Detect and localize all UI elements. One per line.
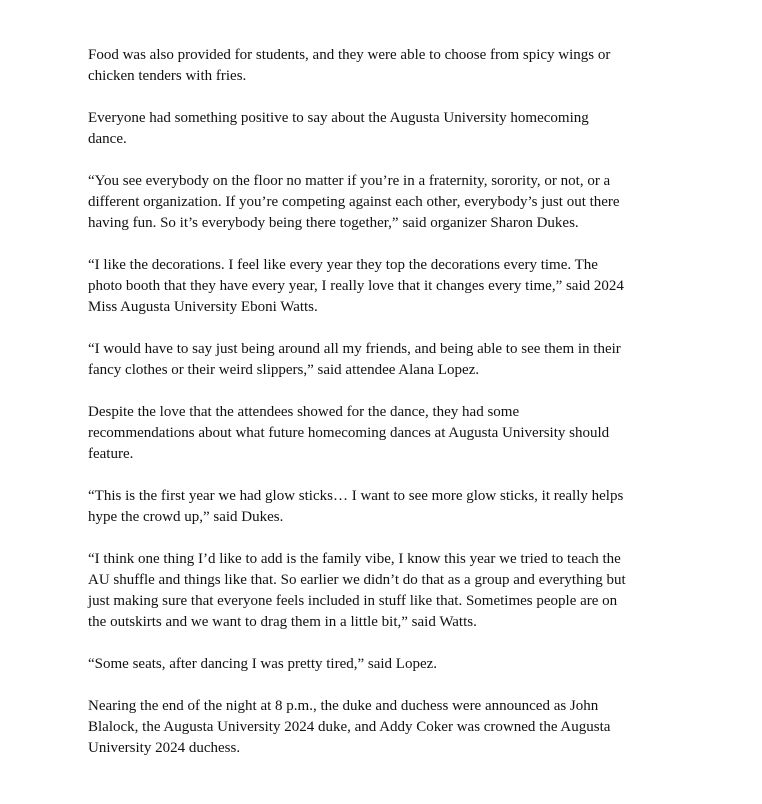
paragraph-line: Everyone had something positive to say about the Augusta University homecoming: [88, 110, 589, 126]
paragraph-line: feature.: [88, 446, 134, 462]
paragraph-line: AU shuffle and things like that. So earlier we didn’t do that as a group and everything but: [88, 572, 626, 588]
paragraph-line: the outskirts and we want to drag them in a little bit,” said Watts.: [88, 614, 477, 630]
paragraph-line: dance.: [88, 131, 127, 147]
article-paragraph: [88, 654, 728, 675]
paragraph-line: fancy clothes or their weird slippers,” said attendee Alana Lopez.: [88, 362, 480, 378]
paragraph-line: having fun. So it’s everybody being there together,” said organizer Sharon Dukes.: [88, 215, 579, 231]
paragraph-line: Blalock, the Augusta University 2024 duke, and Addy Coker was crowned the Augusta: [88, 719, 611, 735]
article-paragraph: [88, 108, 728, 150]
paragraph-line: different organization. If you’re competing against each other, everybody’s just out there: [88, 194, 620, 210]
paragraph-line: recommendations about what future homecoming dances at Augusta University should: [88, 425, 610, 441]
paragraph-line: photo booth that they have every year, I really love that it changes every time,” said 2024: [88, 278, 624, 294]
paragraph-line: hype the crowd up,” said Dukes.: [88, 509, 284, 525]
paragraph-line: “This is the first year we had glow sticks… I want to see more glow sticks, it really helps: [88, 488, 624, 504]
article-paragraph: [88, 45, 728, 87]
paragraph-line: Food was also provided for students, and they were able to choose from spicy wings or: [88, 47, 611, 63]
paragraph-line: “I like the decorations. I feel like every year they top the decorations every time. The: [88, 257, 598, 273]
paragraph-line: “I would have to say just being around all my friends, and being able to see them in their: [88, 341, 621, 357]
paragraph-line: “I think one thing I’d like to add is the family vibe, I know this year we tried to teach the: [88, 551, 621, 567]
paragraph-line: Miss Augusta University Eboni Watts.: [88, 299, 318, 315]
article-paragraph: [88, 339, 728, 381]
paragraph-line: Despite the love that the attendees showed for the dance, they had some: [88, 404, 520, 420]
article-paragraph: [88, 402, 728, 465]
paragraph-line: “Some seats, after dancing I was pretty tired,” said Lopez.: [88, 656, 438, 672]
paragraph-line: Nearing the end of the night at 8 p.m., the duke and duchess were announced as John: [88, 698, 599, 714]
paragraph-line: just making sure that everyone feels included in stuff like that. Sometimes people are on: [88, 593, 618, 609]
article-body: [88, 45, 728, 780]
paragraph-line: chicken tenders with fries.: [88, 68, 247, 84]
article-paragraph: [88, 171, 728, 234]
article-paragraph: [88, 696, 728, 759]
paragraph-line: University 2024 duchess.: [88, 740, 241, 756]
article-paragraph: [88, 486, 728, 528]
article-paragraph: [88, 549, 728, 633]
paragraph-line: “You see everybody on the floor no matter if you’re in a fraternity, sorority, or not, or a: [88, 173, 611, 189]
article-paragraph: [88, 255, 728, 318]
